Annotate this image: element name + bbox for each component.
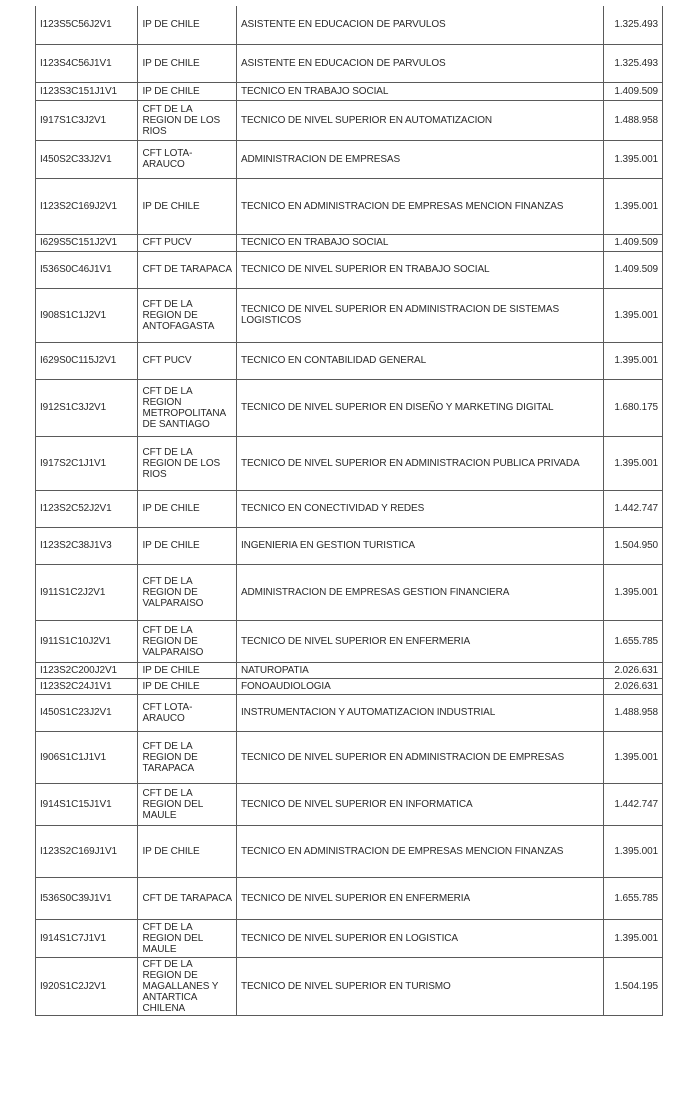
- amount-cell: 2.026.631: [603, 662, 662, 678]
- institution-cell: CFT DE LA REGION DE LOS RIOS: [138, 436, 236, 490]
- career-cell: FONOAUDIOLOGIA: [236, 678, 603, 694]
- table-row: [36, 694, 663, 731]
- table-row: [36, 234, 663, 251]
- table-row: [36, 44, 663, 82]
- institution-cell: CFT PUCV: [138, 342, 236, 379]
- table-row: [36, 6, 663, 44]
- table-row: [36, 825, 663, 877]
- table-row: [36, 783, 663, 825]
- institution-cell: CFT PUCV: [138, 234, 236, 251]
- amount-cell: 1.655.785: [603, 620, 662, 662]
- career-cell: TECNICO DE NIVEL SUPERIOR EN ENFERMERIA: [236, 877, 603, 919]
- institution-cell: CFT LOTA-ARAUCO: [138, 694, 236, 731]
- career-cell: INSTRUMENTACION Y AUTOMATIZACION INDUSTRIAL: [236, 694, 603, 731]
- career-cell: TECNICO EN TRABAJO SOCIAL: [236, 82, 603, 100]
- amount-cell: 1.442.747: [603, 490, 662, 527]
- table-row: [36, 620, 663, 662]
- amount-cell: 1.395.001: [603, 731, 662, 783]
- table-row: [36, 178, 663, 234]
- career-cell: TECNICO DE NIVEL SUPERIOR EN ADMINISTRACION PUBLICA PRIVADA: [236, 436, 603, 490]
- career-cell: TECNICO DE NIVEL SUPERIOR EN DISEÑO Y MARKETING DIGITAL: [236, 379, 603, 436]
- table-row: [36, 527, 663, 564]
- table-row: [36, 678, 663, 694]
- code-cell: I917S2C1J1V1: [36, 436, 138, 490]
- career-cell: TECNICO DE NIVEL SUPERIOR EN TRABAJO SOCIAL: [236, 251, 603, 288]
- code-cell: I123S2C38J1V3: [36, 527, 138, 564]
- career-cell: TECNICO DE NIVEL SUPERIOR EN ADMINISTRACION DE SISTEMAS LOGISTICOS: [236, 288, 603, 342]
- amount-cell: 1.409.509: [603, 234, 662, 251]
- amount-cell: 1.504.195: [603, 957, 662, 1015]
- institution-cell: IP DE CHILE: [138, 825, 236, 877]
- institution-cell: IP DE CHILE: [138, 678, 236, 694]
- career-cell: TECNICO EN ADMINISTRACION DE EMPRESAS MENCION FINANZAS: [236, 825, 603, 877]
- code-cell: I912S1C3J2V1: [36, 379, 138, 436]
- code-cell: I908S1C1J2V1: [36, 288, 138, 342]
- table-row: [36, 877, 663, 919]
- career-cell: INGENIERIA EN GESTION TURISTICA: [236, 527, 603, 564]
- code-cell: I536S0C39J1V1: [36, 877, 138, 919]
- table-row: [36, 662, 663, 678]
- amount-cell: 1.680.175: [603, 379, 662, 436]
- code-cell: I123S2C24J1V1: [36, 678, 138, 694]
- career-cell: TECNICO EN CONECTIVIDAD Y REDES: [236, 490, 603, 527]
- institution-cell: IP DE CHILE: [138, 44, 236, 82]
- institution-cell: CFT DE LA REGION DE LOS RIOS: [138, 100, 236, 140]
- table-row: [36, 82, 663, 100]
- code-cell: I123S2C169J1V1: [36, 825, 138, 877]
- career-cell: TECNICO EN TRABAJO SOCIAL: [236, 234, 603, 251]
- table-row: [36, 379, 663, 436]
- career-cell: TECNICO DE NIVEL SUPERIOR EN AUTOMATIZACION: [236, 100, 603, 140]
- amount-cell: 1.395.001: [603, 919, 662, 957]
- career-cell: ASISTENTE EN EDUCACION DE PARVULOS: [236, 44, 603, 82]
- institution-cell: CFT DE LA REGION DE VALPARAISO: [138, 564, 236, 620]
- amount-cell: 1.325.493: [603, 6, 662, 44]
- career-cell: TECNICO EN ADMINISTRACION DE EMPRESAS MENCION FINANZAS: [236, 178, 603, 234]
- table-row: [36, 251, 663, 288]
- amount-cell: 1.325.493: [603, 44, 662, 82]
- amount-cell: 1.488.958: [603, 694, 662, 731]
- table-row: [36, 342, 663, 379]
- career-cell: ADMINISTRACION DE EMPRESAS: [236, 140, 603, 178]
- career-cell: TECNICO DE NIVEL SUPERIOR EN LOGISTICA: [236, 919, 603, 957]
- institution-cell: IP DE CHILE: [138, 6, 236, 44]
- amount-cell: 1.409.509: [603, 251, 662, 288]
- amount-cell: 1.395.001: [603, 178, 662, 234]
- career-cell: ASISTENTE EN EDUCACION DE PARVULOS: [236, 6, 603, 44]
- amount-cell: 2.026.631: [603, 678, 662, 694]
- institution-cell: CFT DE LA REGION DEL MAULE: [138, 783, 236, 825]
- institution-cell: IP DE CHILE: [138, 662, 236, 678]
- careers-table-body: [36, 6, 663, 1015]
- table-row: [36, 919, 663, 957]
- code-cell: I906S1C1J1V1: [36, 731, 138, 783]
- code-cell: I123S5C56J2V1: [36, 6, 138, 44]
- career-cell: TECNICO EN CONTABILIDAD GENERAL: [236, 342, 603, 379]
- code-cell: I914S1C15J1V1: [36, 783, 138, 825]
- institution-cell: CFT DE TARAPACA: [138, 877, 236, 919]
- career-cell: TECNICO DE NIVEL SUPERIOR EN INFORMATICA: [236, 783, 603, 825]
- amount-cell: 1.504.950: [603, 527, 662, 564]
- code-cell: I920S1C2J2V1: [36, 957, 138, 1015]
- table-row: [36, 731, 663, 783]
- code-cell: I450S1C23J2V1: [36, 694, 138, 731]
- code-cell: I536S0C46J1V1: [36, 251, 138, 288]
- career-cell: TECNICO DE NIVEL SUPERIOR EN ADMINISTRACION DE EMPRESAS: [236, 731, 603, 783]
- table-row: [36, 100, 663, 140]
- code-cell: I123S2C169J2V1: [36, 178, 138, 234]
- amount-cell: 1.395.001: [603, 436, 662, 490]
- code-cell: I123S3C151J1V1: [36, 82, 138, 100]
- table-row: [36, 957, 663, 1015]
- institution-cell: CFT DE LA REGION DE MAGALLANES Y ANTARTICA CHILENA: [138, 957, 236, 1015]
- table-row: [36, 490, 663, 527]
- institution-cell: IP DE CHILE: [138, 82, 236, 100]
- institution-cell: IP DE CHILE: [138, 178, 236, 234]
- table-row: [36, 140, 663, 178]
- institution-cell: CFT DE LA REGION METROPOLITANA DE SANTIAGO: [138, 379, 236, 436]
- institution-cell: IP DE CHILE: [138, 490, 236, 527]
- institution-cell: IP DE CHILE: [138, 527, 236, 564]
- amount-cell: 1.395.001: [603, 564, 662, 620]
- code-cell: I629S0C115J2V1: [36, 342, 138, 379]
- amount-cell: 1.395.001: [603, 288, 662, 342]
- amount-cell: 1.409.509: [603, 82, 662, 100]
- amount-cell: 1.395.001: [603, 342, 662, 379]
- code-cell: I123S2C200J2V1: [36, 662, 138, 678]
- careers-table: [35, 6, 663, 1016]
- code-cell: I123S2C52J2V1: [36, 490, 138, 527]
- amount-cell: 1.655.785: [603, 877, 662, 919]
- table-row: [36, 564, 663, 620]
- institution-cell: CFT DE TARAPACA: [138, 251, 236, 288]
- code-cell: I917S1C3J2V1: [36, 100, 138, 140]
- table-row: [36, 288, 663, 342]
- career-cell: TECNICO DE NIVEL SUPERIOR EN TURISMO: [236, 957, 603, 1015]
- code-cell: I914S1C7J1V1: [36, 919, 138, 957]
- career-cell: NATUROPATIA: [236, 662, 603, 678]
- amount-cell: 1.442.747: [603, 783, 662, 825]
- institution-cell: CFT DE LA REGION DE VALPARAISO: [138, 620, 236, 662]
- institution-cell: CFT DE LA REGION DE TARAPACA: [138, 731, 236, 783]
- institution-cell: CFT LOTA-ARAUCO: [138, 140, 236, 178]
- amount-cell: 1.488.958: [603, 100, 662, 140]
- code-cell: I123S4C56J1V1: [36, 44, 138, 82]
- amount-cell: 1.395.001: [603, 825, 662, 877]
- code-cell: I911S1C2J2V1: [36, 564, 138, 620]
- career-cell: TECNICO DE NIVEL SUPERIOR EN ENFERMERIA: [236, 620, 603, 662]
- institution-cell: CFT DE LA REGION DEL MAULE: [138, 919, 236, 957]
- code-cell: I450S2C33J2V1: [36, 140, 138, 178]
- code-cell: I629S5C151J2V1: [36, 234, 138, 251]
- code-cell: I911S1C10J2V1: [36, 620, 138, 662]
- career-cell: ADMINISTRACION DE EMPRESAS GESTION FINANCIERA: [236, 564, 603, 620]
- amount-cell: 1.395.001: [603, 140, 662, 178]
- table-row: [36, 436, 663, 490]
- institution-cell: CFT DE LA REGION DE ANTOFAGASTA: [138, 288, 236, 342]
